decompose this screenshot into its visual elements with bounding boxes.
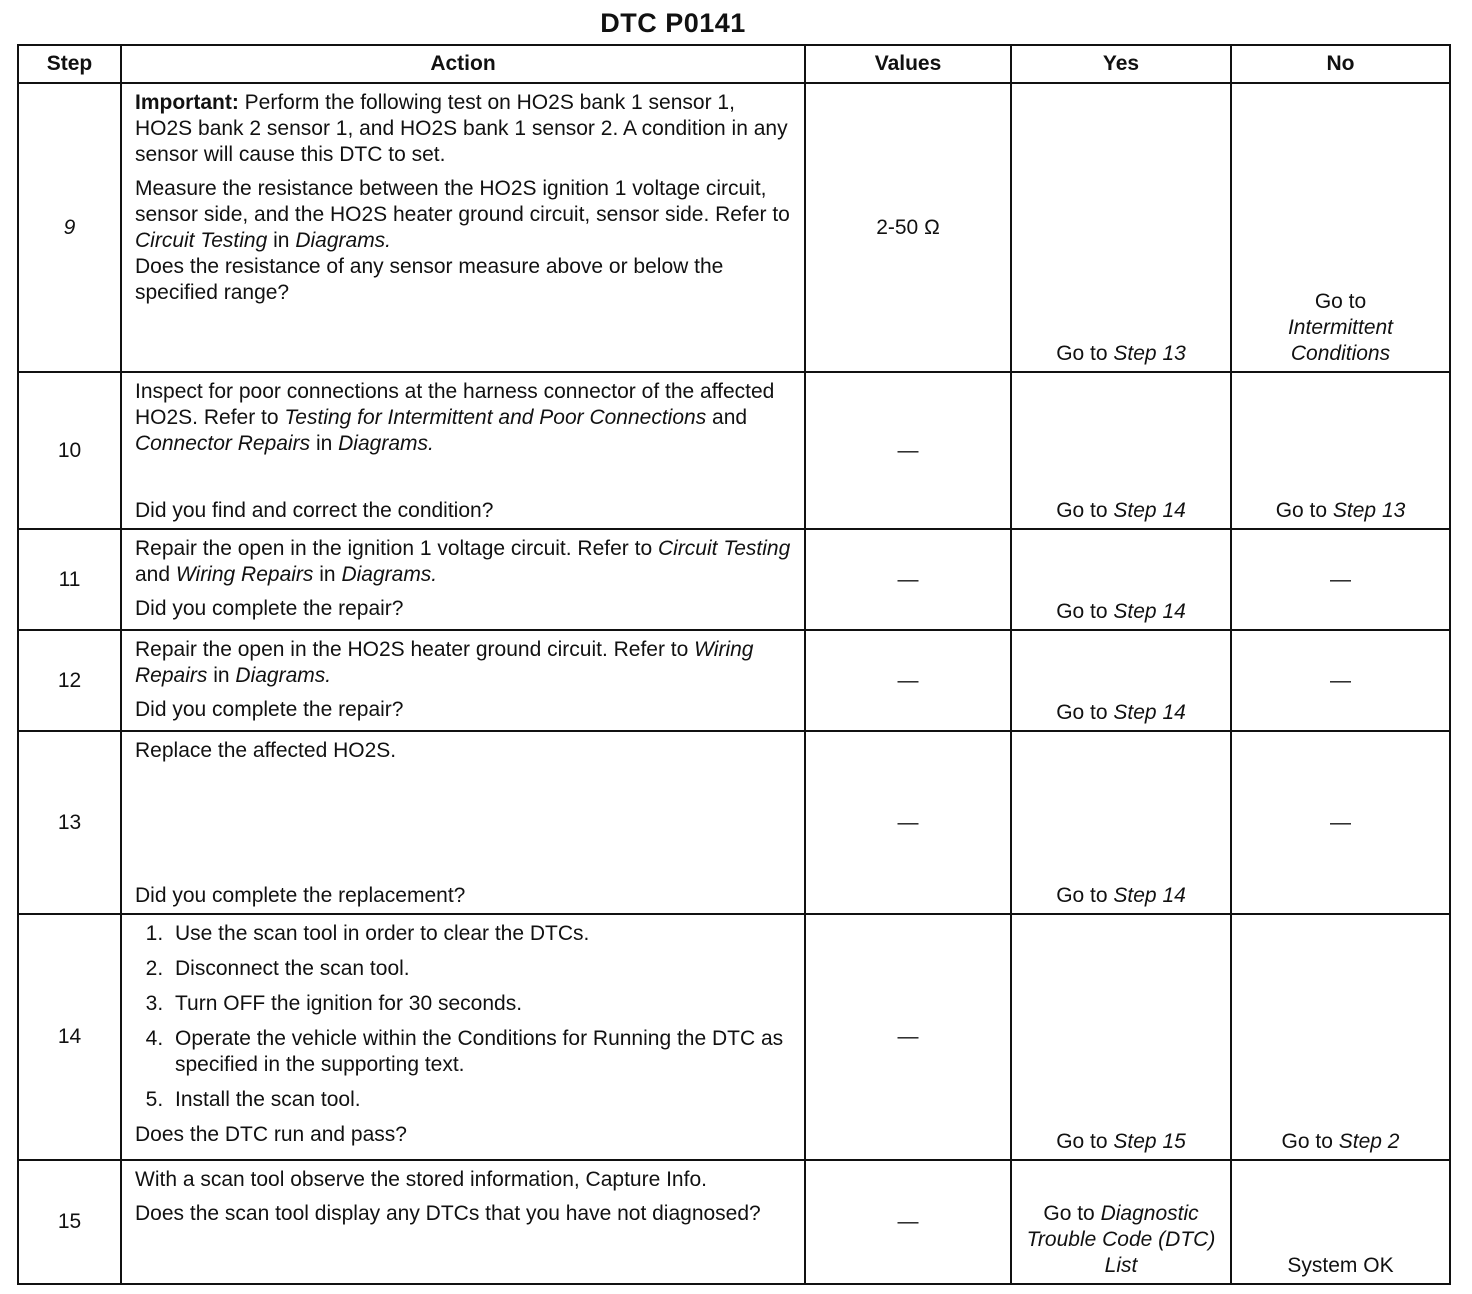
- page-title: DTC P0141: [600, 8, 746, 38]
- question-text: Does the DTC run and pass?: [135, 1123, 407, 1146]
- reference-link: Diagrams.: [295, 229, 392, 252]
- value-cell: —: [805, 1160, 1011, 1284]
- table-row: [18, 529, 1450, 630]
- no-cell: Go to Intermittent Conditions: [1231, 83, 1450, 372]
- header-step: Step: [18, 45, 121, 83]
- value-cell: —: [805, 630, 1011, 731]
- table-row: [18, 731, 1450, 914]
- value-cell: 2-50 Ω: [805, 83, 1011, 372]
- yes-cell: Go to Step 14: [1011, 731, 1231, 914]
- step-number: 14: [18, 914, 121, 1160]
- reference-link: Testing for Intermittent and Poor Connections: [284, 406, 707, 429]
- action-cell: Replace the affected HO2S. Did you complete the replacement?: [121, 731, 805, 914]
- no-cell: —: [1231, 529, 1450, 630]
- diagnostic-table: [17, 44, 1451, 1285]
- list-item: 1. Use the scan tool in order to clear the DTCs.: [169, 921, 794, 947]
- step-number: 11: [18, 529, 121, 630]
- header-row: [18, 45, 1450, 83]
- yes-cell: Go to Step 13: [1011, 83, 1231, 372]
- step-number: 12: [18, 630, 121, 731]
- list-item: 3. Turn OFF the ignition for 30 seconds.: [169, 991, 794, 1017]
- yes-cell: Go to Step 14: [1011, 529, 1231, 630]
- header-yes: Yes: [1011, 45, 1231, 83]
- question-text: Did you complete the replacement?: [135, 884, 466, 907]
- table-row: [18, 1160, 1450, 1284]
- reference-link: Diagrams.: [338, 432, 434, 455]
- step-number: 13: [18, 731, 121, 914]
- action-cell: [121, 914, 805, 1160]
- table-row: [18, 83, 1450, 372]
- value-cell: —: [805, 529, 1011, 630]
- action-cell: With a scan tool observe the stored information, Capture Info. Does the scan tool display any DTCs that you have not diagnosed?: [121, 1160, 805, 1284]
- reference-link: Connector Repairs: [135, 432, 311, 455]
- yes-cell: Go to Step 15: [1011, 914, 1231, 1160]
- question-text: Did you find and correct the condition?: [135, 499, 494, 522]
- reference-link: Diagrams.: [235, 664, 332, 687]
- no-cell: Go to Step 13: [1231, 372, 1450, 529]
- question-text: Did you complete the repair?: [135, 698, 404, 721]
- reference-link: Wiring Repairs: [135, 638, 754, 687]
- question-text: Does the resistance of any sensor measure above or below the specified range?: [135, 255, 724, 304]
- action-cell: Important: Perform the following test on HO2S bank 1 sensor 1, HO2S bank 2 sensor 1, and HO2S bank 1 sensor 2. A condition in any sensor will cause this DTC to set. Measure the resistance between the HO2S ignition 1 voltage circuit, sensor side, and the HO2S heater ground circuit, sensor side. Refer to Circuit Testing in Diagrams. Does the resistance of any sensor measure above or below the specified range?: [121, 83, 805, 372]
- table-row: [18, 630, 1450, 731]
- action-cell: Repair the open in the ignition 1 voltage circuit. Refer to Circuit Testing and Wiring Repairs in Diagrams. Did you complete the repair?: [121, 529, 805, 630]
- value-cell: —: [805, 731, 1011, 914]
- table-row: [18, 372, 1450, 529]
- yes-cell: Go to Step 14: [1011, 630, 1231, 731]
- yes-cell: Go to Diagnostic Trouble Code (DTC) List: [1011, 1160, 1231, 1284]
- important-label: Important:: [135, 91, 239, 114]
- header-no: No: [1231, 45, 1450, 83]
- no-cell: —: [1231, 731, 1450, 914]
- no-cell: Go to Step 2: [1231, 914, 1450, 1160]
- list-item: 4. Operate the vehicle within the Conditions for Running the DTC as specified in the supporting text.: [169, 1026, 794, 1078]
- list-item: 2. Disconnect the scan tool.: [169, 956, 794, 982]
- procedure-list: [135, 921, 794, 1113]
- reference-link: Wiring Repairs: [175, 563, 314, 586]
- value-cell: —: [805, 372, 1011, 529]
- table-row: [18, 914, 1450, 1160]
- step-number: 10: [18, 372, 121, 529]
- no-cell: —: [1231, 630, 1450, 731]
- no-cell: System OK: [1231, 1160, 1450, 1284]
- step-number: 9: [18, 83, 121, 372]
- reference-link: Diagrams.: [341, 563, 438, 586]
- reference-link: Circuit Testing: [135, 229, 268, 252]
- step-number: 15: [18, 1160, 121, 1284]
- yes-cell: Go to Step 14: [1011, 372, 1231, 529]
- value-cell: —: [805, 914, 1011, 1160]
- question-text: Does the scan tool display any DTCs that you have not diagnosed?: [135, 1202, 761, 1225]
- reference-link: Circuit Testing: [657, 537, 791, 560]
- header-values: Values: [805, 45, 1011, 83]
- action-cell: Repair the open in the HO2S heater ground circuit. Refer to Wiring Repairs in Diagrams. Did you complete the repair?: [121, 630, 805, 731]
- question-text: Did you complete the repair?: [135, 597, 404, 620]
- action-cell: Inspect for poor connections at the harness connector of the affected HO2S. Refer to Testing for Intermittent and Poor Connections and Connector Repairs in Diagrams. Did you find and correct the condition?: [121, 372, 805, 529]
- list-item: 5. Install the scan tool.: [169, 1087, 794, 1113]
- header-action: Action: [121, 45, 805, 83]
